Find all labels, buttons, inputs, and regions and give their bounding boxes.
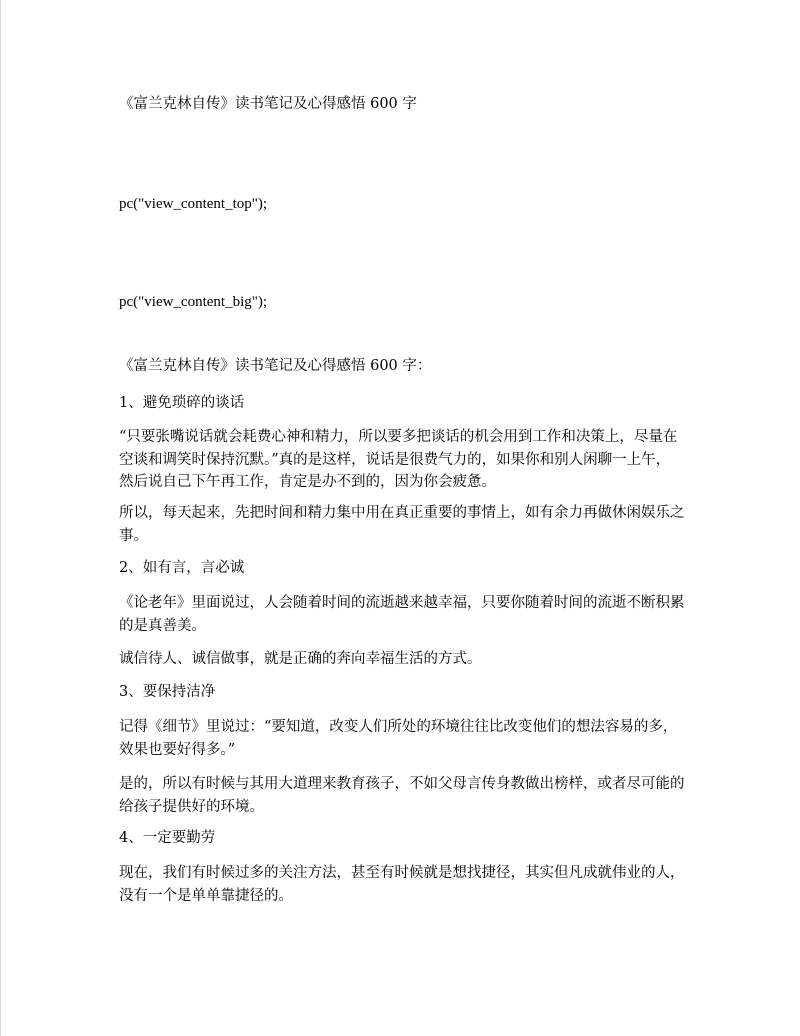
- section-2-paragraph-1: [119, 592, 689, 637]
- section-2-paragraph-2: [119, 648, 689, 671]
- section-heading-4: 4、一定要勤劳: [119, 830, 216, 846]
- script-line-big: pc("view_content_big");: [119, 294, 268, 310]
- paragraph-line: 给孩子提供好的环境。: [119, 798, 264, 815]
- section-4-paragraph-1: [119, 862, 689, 907]
- paragraph-line: 是的，所以有时候与其用大道理来教育孩子，不如父母言传身教做出榜样，或者尽可能的: [119, 776, 685, 792]
- paragraph-line: 《论老年》里面说过，人会随着时间的流逝越来越幸福，只要你随着时间的流逝不断积累: [119, 595, 685, 611]
- document-title: 《富兰克林自传》读书笔记及心得感悟 600 字: [119, 96, 417, 112]
- paragraph-line: 事。: [119, 527, 148, 544]
- paragraph-line: 没有一个是单单靠捷径的。: [119, 887, 293, 904]
- section-1-paragraph-2: [119, 502, 689, 547]
- section-heading-3: 3、要保持洁净: [119, 684, 216, 700]
- section-heading-1: 1、避免琐碎的谈话: [119, 395, 245, 411]
- paragraph-line: 空谈和调笑时保持沉默。”真的是这样，说话是很费气力的，如果你和别人闲聊一上午，: [119, 451, 671, 468]
- section-3-paragraph-1: [119, 716, 689, 761]
- paragraph-line: 所以，每天起来，先把时间和精力集中用在真正重要的事情上，如有余力再做休闲娱乐之: [119, 505, 685, 521]
- paragraph-line: 然后说自己下午再工作，肯定是办不到的，因为你会疲惫。: [119, 474, 496, 490]
- section-heading-2: 2、如有言，言必诚: [119, 560, 245, 576]
- paragraph-line: 诚信待人、诚信做事，就是正确的奔向幸福生活的方式。: [119, 651, 482, 667]
- script-line-top: pc("view_content_top");: [119, 196, 268, 212]
- paragraph-line: 的是真善美。: [119, 617, 206, 634]
- paragraph-line: 效果也要好得多。”: [119, 741, 236, 758]
- paragraph-line: “只要张嘴说话就会耗费心神和精力，所以要多把谈话的机会用到工作和决策上，尽量在: [119, 429, 678, 445]
- paragraph-line: 现在，我们有时候过多的关注方法，甚至有时候就是想找捷径，其实但凡成就伟业的人，: [119, 865, 685, 881]
- section-3-paragraph-2: [119, 773, 689, 818]
- section-1-paragraph-1: [119, 426, 689, 494]
- document-subtitle: 《富兰克林自传》读书笔记及心得感悟 600 字：: [119, 358, 432, 374]
- paragraph-line: 记得《细节》里说过：“要知道，改变人们所处的环境往往比改变他们的想法容易的多，: [119, 719, 678, 735]
